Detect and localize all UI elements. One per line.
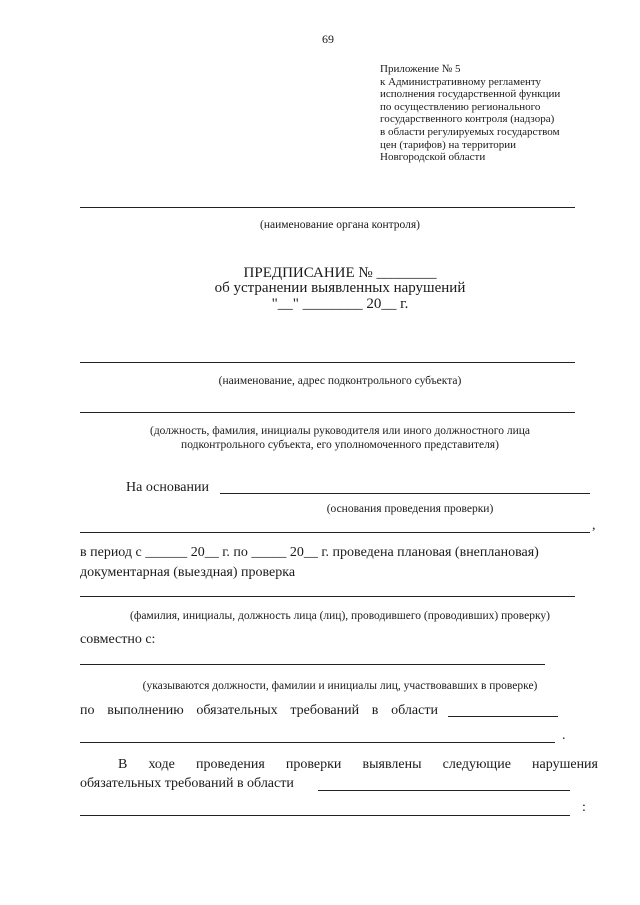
official-caption-line1: (должность, фамилия, инициалы руководителя или иного должностного лица <box>149 425 531 437</box>
subject-caption: (наименование, адрес подконтрольного субъекта) <box>218 375 462 387</box>
jointly-label: совместно с: <box>80 632 156 647</box>
compliance-label <box>80 703 438 719</box>
violations-colon: : <box>582 800 586 815</box>
compliance-word: выполнению <box>107 703 184 718</box>
violations-area-label: обязательных требований в области <box>80 776 294 791</box>
violations-word: ходе <box>148 757 175 772</box>
appendix-line: цен (тарифов) на территории <box>380 138 517 151</box>
violations-area-field-line[interactable] <box>318 790 570 791</box>
appendix-line: к Административному регламенту <box>380 75 542 88</box>
appendix-line: государственного контроля (надзора) <box>380 113 555 126</box>
compliance-area-field-line[interactable] <box>448 716 558 717</box>
basis-comma: , <box>592 518 596 533</box>
participants-caption: (указываются должности, фамилии и инициалы лиц, участвовавших в проверке) <box>142 680 538 692</box>
document-subtitle: об устранении выявленных нарушений <box>214 280 466 296</box>
violations-word: нарушения <box>532 757 598 772</box>
inspectors-caption: (фамилия, инициалы, должность лица (лиц), проводившего (проводивших) проверку) <box>130 610 550 622</box>
violations-word: следующие <box>442 757 511 772</box>
violations-word: проверки <box>285 757 342 772</box>
document-title: ПРЕДПИСАНИЕ № ________ <box>243 265 437 281</box>
compliance-word: по <box>80 703 95 718</box>
compliance-continuation-line[interactable] <box>80 742 555 743</box>
violations-intro <box>118 757 598 773</box>
subject-field-line[interactable] <box>80 362 575 363</box>
period-text: в период с ______ 20__ г. по _____ 20__ г. проведена плановая (внеплановая) <box>80 545 539 560</box>
authority-field-line[interactable] <box>80 207 575 208</box>
basis-field-line[interactable] <box>220 493 590 494</box>
appendix-header <box>380 63 595 164</box>
appendix-line: в области регулируемых государством <box>380 125 560 138</box>
violations-list-line[interactable] <box>80 815 570 816</box>
inspectors-field-line[interactable] <box>80 596 575 597</box>
basis-continuation-line[interactable] <box>80 532 590 533</box>
document-date: "__" ________ 20__ г. <box>271 296 409 312</box>
inspection-type: документарная (выездная) проверка <box>80 565 296 580</box>
compliance-word: требований <box>290 703 360 718</box>
basis-label: На основании <box>126 480 209 495</box>
participants-field-line[interactable] <box>80 664 545 665</box>
violations-word: В <box>118 757 128 772</box>
violations-word: проведения <box>195 757 265 772</box>
compliance-word: области <box>391 703 438 718</box>
compliance-word: обязательных <box>196 703 278 718</box>
appendix-line: Приложение № 5 <box>380 63 461 75</box>
official-caption-line2: подконтрольного субъекта, его уполномоченного представителя) <box>181 439 499 451</box>
violations-word: выявлены <box>362 757 422 772</box>
appendix-line: исполнения государственной функции <box>380 88 561 101</box>
appendix-line: по осуществлению регионального <box>380 100 541 113</box>
page-number: 69 <box>322 32 334 46</box>
basis-caption: (основания проведения проверки) <box>326 503 494 515</box>
authority-caption: (наименование органа контроля) <box>260 219 420 231</box>
appendix-line: Новгородской области <box>380 151 486 164</box>
compliance-period: . <box>562 728 566 743</box>
official-field-line[interactable] <box>80 412 575 413</box>
compliance-word: в <box>371 703 379 718</box>
